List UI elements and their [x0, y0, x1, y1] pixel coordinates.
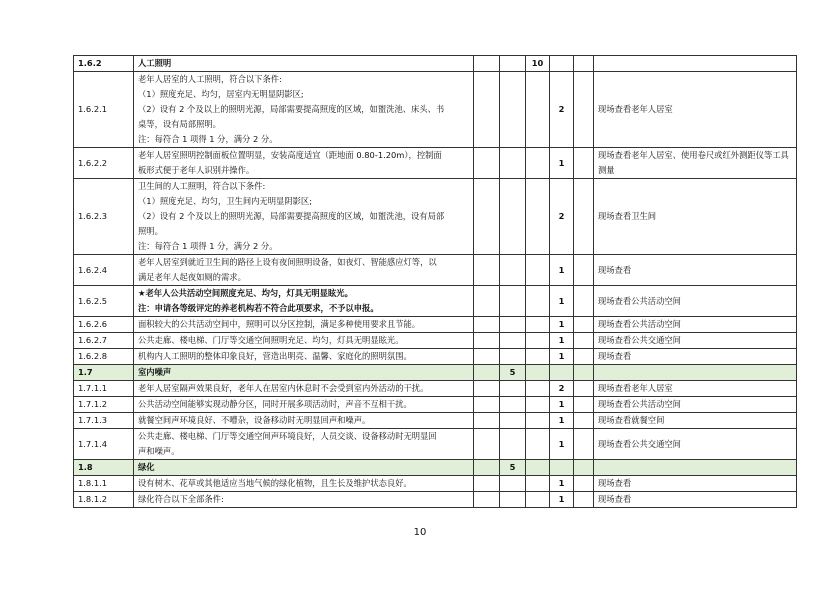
assessment-method-cell: 现场查看公共交通空间 — [594, 429, 797, 460]
content-line: 声和噪声。 — [138, 446, 180, 456]
score-cell-1 — [474, 365, 500, 381]
item-content-cell — [134, 317, 474, 333]
content-line: 人工照明 — [138, 58, 172, 68]
evaluation-table — [73, 55, 797, 508]
content-line: 板形式便于老年人识别并操作。 — [138, 165, 255, 175]
assessment-method-cell: 现场查看就餐空间 — [594, 413, 797, 429]
content-line: 注：申请各等级评定的养老机构若不符合此项要求，不予以申报。 — [138, 303, 379, 313]
score-cell-5 — [574, 333, 594, 349]
score-cell-4: 1 — [550, 476, 574, 492]
score-cell-5 — [574, 72, 594, 148]
score-cell-1 — [474, 72, 500, 148]
score-cell-1 — [474, 148, 500, 179]
score-cell-5 — [574, 148, 594, 179]
item-id-cell: 1.7.1.1 — [74, 381, 134, 397]
content-line: 照明。 — [138, 226, 163, 236]
score-cell-2 — [500, 179, 526, 255]
score-cell-5 — [574, 492, 594, 508]
item-content-cell — [134, 397, 474, 413]
score-cell-4: 1 — [550, 333, 574, 349]
score-cell-5 — [574, 349, 594, 365]
score-cell-4 — [550, 365, 574, 381]
item-content-cell — [134, 179, 474, 255]
score-cell-4 — [550, 460, 574, 476]
item-id-cell: 1.8 — [74, 460, 134, 476]
item-id-cell: 1.6.2 — [74, 56, 134, 72]
score-cell-5 — [574, 397, 594, 413]
table-row — [74, 492, 797, 508]
content-line: 老年人居室的人工照明，符合以下条件: — [138, 74, 282, 84]
score-cell-5 — [574, 56, 594, 72]
table-row — [74, 413, 797, 429]
content-line: ★老年人公共活动空间照度充足、均匀，灯具无明显眩光。 — [138, 288, 353, 298]
item-id-cell: 1.7.1.4 — [74, 429, 134, 460]
score-cell-4: 1 — [550, 349, 574, 365]
score-cell-1 — [474, 413, 500, 429]
score-cell-2 — [500, 286, 526, 317]
page-number: 10 — [413, 527, 427, 538]
table-row — [74, 333, 797, 349]
table-row — [74, 381, 797, 397]
score-cell-1 — [474, 429, 500, 460]
table-row — [74, 349, 797, 365]
score-cell-2 — [500, 397, 526, 413]
score-cell-1 — [474, 317, 500, 333]
item-content-cell — [134, 255, 474, 286]
table-row — [74, 255, 797, 286]
score-cell-3 — [526, 255, 550, 286]
item-id-cell: 1.7 — [74, 365, 134, 381]
assessment-method-cell: 现场查看公共活动空间 — [594, 397, 797, 413]
score-cell-1 — [474, 255, 500, 286]
assessment-method-cell: 现场查看 — [594, 476, 797, 492]
content-line: 就餐空间声环境良好、不嘈杂，设备移动时无明显回声和噪声。 — [138, 415, 371, 425]
table-row — [74, 56, 797, 72]
content-line: 桌等，设有局部照明。 — [138, 119, 221, 129]
score-cell-3 — [526, 476, 550, 492]
content-line: 设有树木、花草或其他适应当地气候的绿化植物，且生长及维护状态良好。 — [138, 478, 412, 488]
content-line: 室内噪声 — [138, 367, 172, 377]
content-line: 绿化 — [138, 462, 155, 472]
score-cell-1 — [474, 460, 500, 476]
content-line: 卫生间的人工照明，符合以下条件: — [138, 181, 266, 191]
assessment-method-cell — [594, 56, 797, 72]
item-id-cell: 1.6.2.1 — [74, 72, 134, 148]
score-cell-5 — [574, 460, 594, 476]
score-cell-3 — [526, 429, 550, 460]
score-cell-3 — [526, 349, 550, 365]
content-line: 面积较大的公共活动空间中，照明可以分区控制，满足多种使用要求且节能。 — [138, 319, 421, 329]
score-cell-1 — [474, 381, 500, 397]
table-row — [74, 429, 797, 460]
item-content-cell — [134, 333, 474, 349]
item-id-cell: 1.6.2.5 — [74, 286, 134, 317]
score-cell-4: 1 — [550, 148, 574, 179]
assessment-method-cell: 现场查看 — [594, 255, 797, 286]
table-row — [74, 286, 797, 317]
section-row — [74, 365, 797, 381]
item-id-cell: 1.7.1.3 — [74, 413, 134, 429]
score-cell-4: 1 — [550, 317, 574, 333]
score-cell-2 — [500, 413, 526, 429]
score-cell-2 — [500, 72, 526, 148]
content-line: （1）照度充足、均匀，卫生间内无明显阴影区; — [138, 196, 313, 206]
score-cell-1 — [474, 492, 500, 508]
item-content-cell — [134, 476, 474, 492]
table-row — [74, 476, 797, 492]
assessment-method-cell — [594, 460, 797, 476]
score-cell-1 — [474, 349, 500, 365]
assessment-method-cell: 现场查看老年人居室 — [594, 381, 797, 397]
score-cell-3 — [526, 72, 550, 148]
content-line: 公共活动空间能够实现动静分区，同时开展多项活动时，声音不互相干扰。 — [138, 399, 412, 409]
section-row — [74, 460, 797, 476]
score-cell-2 — [500, 476, 526, 492]
score-cell-3 — [526, 381, 550, 397]
score-cell-5 — [574, 476, 594, 492]
table-row — [74, 179, 797, 255]
table-body — [74, 56, 797, 508]
item-id-cell: 1.6.2.2 — [74, 148, 134, 179]
item-id-cell: 1.6.2.8 — [74, 349, 134, 365]
score-cell-5 — [574, 365, 594, 381]
score-cell-2 — [500, 349, 526, 365]
content-line: 老年人居室隔声效果良好，老年人在居室内休息时不会受到室内外活动的干扰。 — [138, 383, 429, 393]
content-line: 机构内人工照明的整体印象良好，营造出明亮、温馨、家庭化的照明氛围。 — [138, 351, 412, 361]
content-line: （2）设有 2 个及以上的照明光源，局部需要提高照度的区域，如盥洗池、床头、书 — [138, 104, 445, 114]
table-row — [74, 397, 797, 413]
content-line: 公共走廊、楼电梯、门厅等交通空间照明充足、均匀，灯具无明显眩光。 — [138, 335, 404, 345]
item-content-cell — [134, 429, 474, 460]
score-cell-2: 5 — [500, 365, 526, 381]
score-cell-3 — [526, 179, 550, 255]
assessment-method-cell: 现场查看公共交通空间 — [594, 333, 797, 349]
score-cell-1 — [474, 179, 500, 255]
score-cell-1 — [474, 397, 500, 413]
item-content-cell — [134, 460, 474, 476]
score-cell-3 — [526, 148, 550, 179]
score-cell-3 — [526, 286, 550, 317]
content-line: 注：每符合 1 项得 1 分，满分 2 分。 — [138, 134, 278, 144]
item-id-cell: 1.6.2.4 — [74, 255, 134, 286]
score-cell-5 — [574, 317, 594, 333]
score-cell-1 — [474, 476, 500, 492]
score-cell-2 — [500, 255, 526, 286]
score-cell-4: 1 — [550, 255, 574, 286]
item-id-cell: 1.7.1.2 — [74, 397, 134, 413]
score-cell-5 — [574, 286, 594, 317]
item-content-cell — [134, 365, 474, 381]
score-cell-2 — [500, 317, 526, 333]
item-content-cell — [134, 286, 474, 317]
assessment-method-cell — [594, 365, 797, 381]
table-row — [74, 317, 797, 333]
score-cell-4: 1 — [550, 413, 574, 429]
score-cell-2 — [500, 148, 526, 179]
score-cell-1 — [474, 333, 500, 349]
score-cell-5 — [574, 255, 594, 286]
content-line: 公共走廊、楼电梯、门厅等交通空间声环境良好，人员交谈、设备移动时无明显回 — [138, 431, 437, 441]
score-cell-4: 1 — [550, 397, 574, 413]
assessment-method-cell: 现场查看公共活动空间 — [594, 317, 797, 333]
score-cell-4 — [550, 56, 574, 72]
item-content-cell — [134, 148, 474, 179]
score-cell-3: 10 — [526, 56, 550, 72]
item-id-cell: 1.6.2.7 — [74, 333, 134, 349]
score-cell-1 — [474, 56, 500, 72]
score-cell-2: 5 — [500, 460, 526, 476]
score-cell-5 — [574, 179, 594, 255]
table-row — [74, 72, 797, 148]
content-line: 老年人居室到就近卫生间的路径上设有夜间照明设备，如夜灯、智能感应灯等，以 — [138, 257, 437, 267]
score-cell-3 — [526, 460, 550, 476]
item-content-cell — [134, 381, 474, 397]
score-cell-3 — [526, 333, 550, 349]
score-cell-4: 2 — [550, 179, 574, 255]
score-cell-5 — [574, 429, 594, 460]
assessment-method-cell: 现场查看 — [594, 492, 797, 508]
score-cell-2 — [500, 333, 526, 349]
score-cell-4: 1 — [550, 286, 574, 317]
item-content-cell — [134, 413, 474, 429]
score-cell-4: 2 — [550, 381, 574, 397]
score-cell-1 — [474, 286, 500, 317]
score-cell-5 — [574, 413, 594, 429]
item-content-cell — [134, 349, 474, 365]
content-line: 注：每符合 1 项得 1 分，满分 2 分。 — [138, 241, 278, 251]
item-id-cell: 1.6.2.6 — [74, 317, 134, 333]
score-cell-3 — [526, 317, 550, 333]
score-cell-3 — [526, 397, 550, 413]
assessment-method-cell: 现场查看卫生间 — [594, 179, 797, 255]
score-cell-3 — [526, 492, 550, 508]
score-cell-2 — [500, 381, 526, 397]
item-content-cell — [134, 56, 474, 72]
score-cell-4: 1 — [550, 429, 574, 460]
score-cell-2 — [500, 56, 526, 72]
assessment-method-cell: 现场查看老年人居室 — [594, 72, 797, 148]
assessment-method-cell: 现场查看 — [594, 349, 797, 365]
assessment-method-cell: 现场查看公共活动空间 — [594, 286, 797, 317]
score-cell-4: 1 — [550, 492, 574, 508]
content-line: 老年人居室照明控制面板位置明显，安装高度适宜（距地面 0.80-1.20m），控制面 — [138, 150, 442, 160]
content-line: （1）照度充足、均匀，居室内无明显阴影区; — [138, 89, 304, 99]
score-cell-3 — [526, 365, 550, 381]
assessment-method-cell: 现场查看老年人居室、使用卷尺或红外测距仪等工具测量 — [594, 148, 797, 179]
score-cell-3 — [526, 413, 550, 429]
item-id-cell: 1.8.1.1 — [74, 476, 134, 492]
score-cell-4: 2 — [550, 72, 574, 148]
item-id-cell: 1.6.2.3 — [74, 179, 134, 255]
content-line: 绿化符合以下全部条件: — [138, 494, 224, 504]
item-content-cell — [134, 72, 474, 148]
score-cell-2 — [500, 492, 526, 508]
item-content-cell — [134, 492, 474, 508]
content-line: 满足老年人起夜如厕的需求。 — [138, 272, 246, 282]
score-cell-5 — [574, 381, 594, 397]
table-row — [74, 148, 797, 179]
score-cell-2 — [500, 429, 526, 460]
item-id-cell: 1.8.1.2 — [74, 492, 134, 508]
content-line: （2）设有 2 个及以上的照明光源，局部需要提高照度的区域，如盥洗池，设有局部 — [138, 211, 445, 221]
